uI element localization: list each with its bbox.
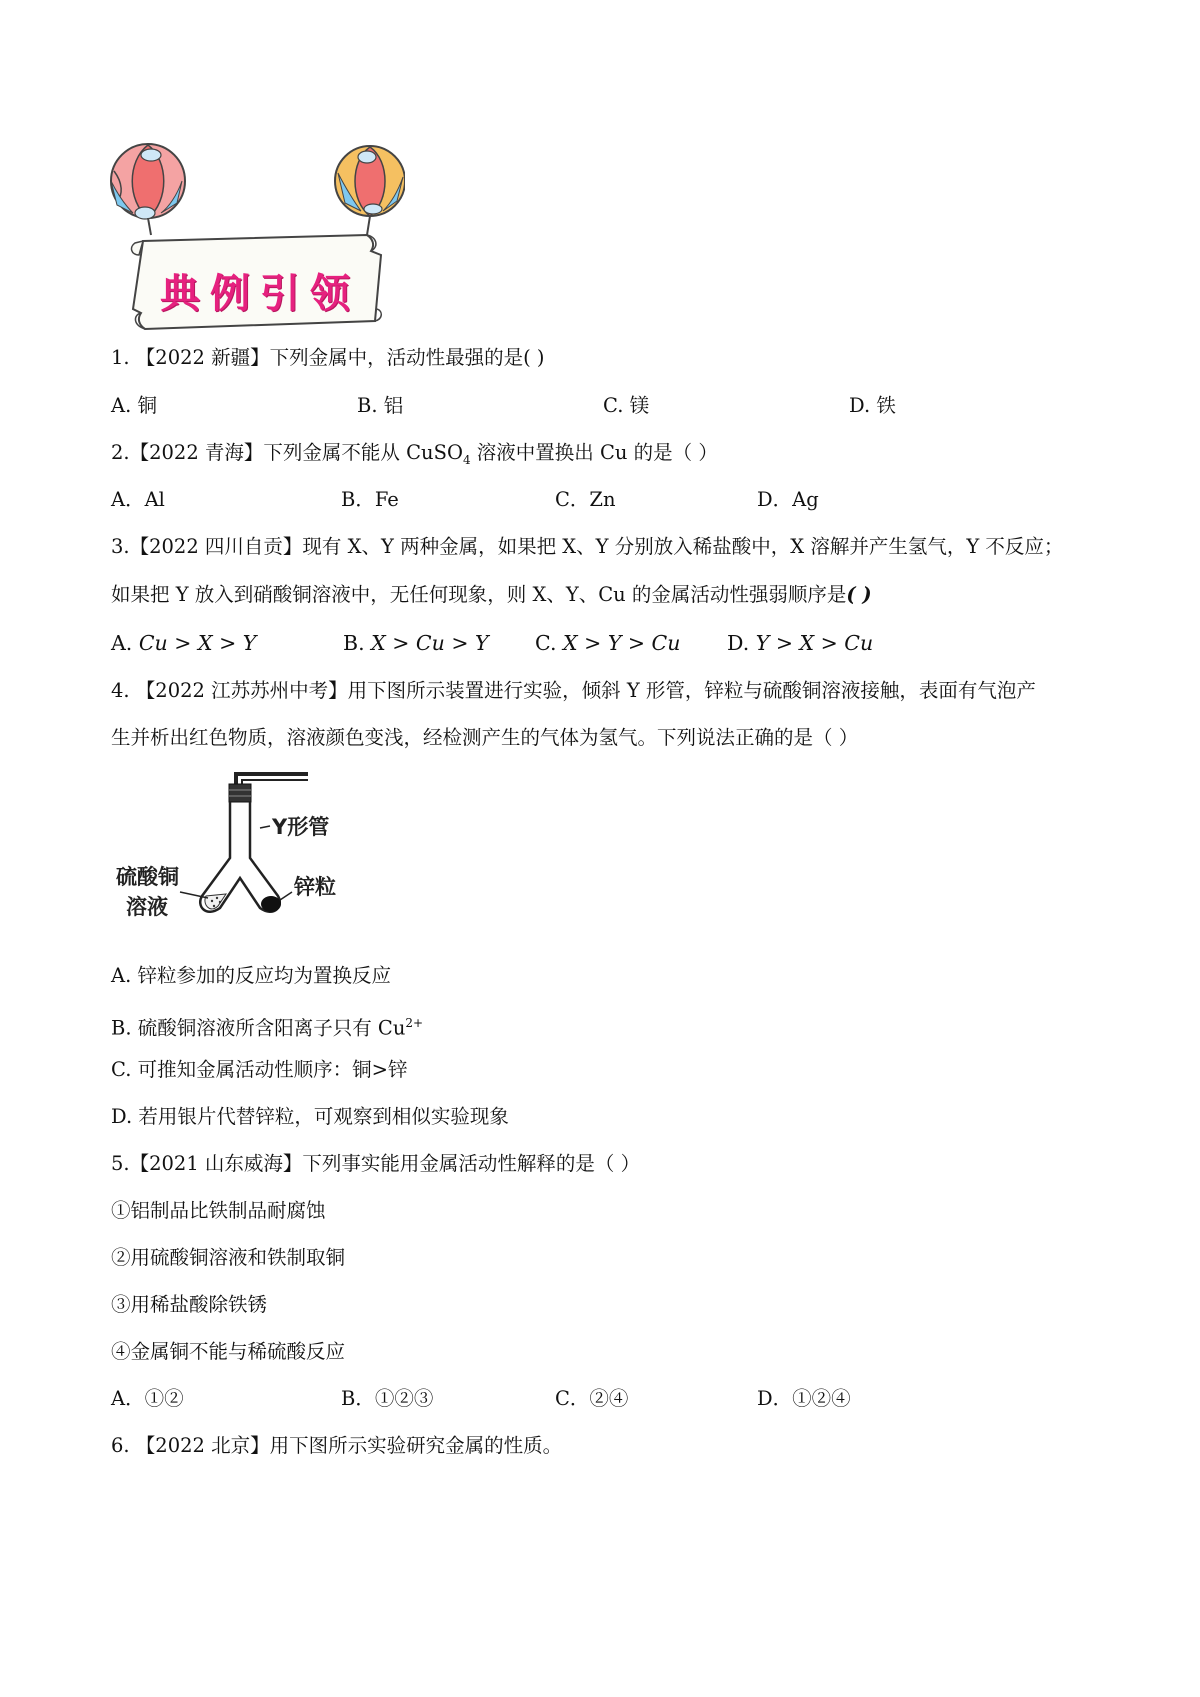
q3-option-d-letter: D.	[727, 631, 750, 655]
q2-option-c: C．Zn	[555, 488, 616, 511]
q3-option-c-expr: X > Y > Cu	[563, 631, 681, 655]
question-5-text: 5.【2021 山东威海】下列事实能用金属活动性解释的是（ ）	[111, 1152, 641, 1175]
q3-option-a-expr: Cu > X > Y	[138, 631, 257, 655]
label-copper-sulfate-2: 溶液	[126, 895, 168, 919]
q5-item-3: ③用稀盐酸除铁锈	[111, 1293, 268, 1316]
q5-item-1: ①铝制品比铁制品耐腐蚀	[111, 1199, 326, 1222]
q4-option-d: D. 若用银片代替锌粒，可观察到相似实验现象	[111, 1105, 509, 1128]
q5-item-4: ④金属铜不能与稀硫酸反应	[111, 1340, 346, 1363]
q5-option-b: B．①②③	[341, 1387, 434, 1410]
question-3-answer-paren: ( )	[846, 583, 872, 606]
label-y-tube: Y形管	[272, 815, 330, 839]
q4-option-a: A. 锌粒参加的反应均为置换反应	[111, 964, 391, 987]
right-balloon-icon	[335, 146, 405, 235]
q4-option-b-text: B. 硫酸铜溶液所含阳离子只有 Cu	[111, 1016, 406, 1040]
question-2-text-b: 溶液中置换出 Cu 的是（ ）	[470, 441, 718, 464]
q1-option-c: C. 镁	[603, 394, 650, 417]
question-3-line-2-text: 如果把 Y 放入到硝酸铜溶液中，无任何现象，则 X、Y、Cu 的金属活动性强弱顺序是	[111, 583, 847, 606]
q3-option-c	[535, 630, 680, 656]
y-tube-apparatus-figure	[116, 770, 376, 940]
q3-option-a-letter: A.	[111, 631, 133, 655]
q5-option-d: D．①②④	[757, 1387, 851, 1410]
q4-option-c: C. 可推知金属活动性顺序：铜>锌	[111, 1058, 408, 1081]
label-copper-sulfate-1: 硫酸铜	[116, 865, 179, 889]
question-4-line-2: 生并析出红色物质，溶液颜色变浅，经检测产生的气体为氢气。下列说法正确的是（ ）	[111, 726, 859, 749]
q5-option-c: C．②④	[555, 1387, 629, 1410]
q3-option-c-letter: C.	[535, 631, 557, 655]
question-3-line-1: 3.【2022 四川自贡】现有 X、Y 两种金属，如果把 X、Y 分别放入稀盐酸中，X 溶解并产生氢气，Y 不反应；	[111, 535, 1064, 558]
question-2-subscript: 4	[462, 452, 471, 467]
q2-option-b: B．Fe	[341, 488, 399, 511]
label-zinc-particles: 锌粒	[294, 875, 336, 899]
q5-item-2: ②用硫酸铜溶液和铁制取铜	[111, 1246, 346, 1269]
q3-option-b-expr: X > Cu > Y	[371, 631, 489, 655]
q4-option-b-superscript: 2+	[405, 1016, 424, 1030]
q2-option-d: D．Ag	[757, 488, 819, 511]
q3-option-d	[727, 630, 873, 656]
q3-option-b-letter: B.	[343, 631, 365, 655]
question-1-text: 1. 【2022 新疆】下列金属中，活动性最强的是( )	[111, 346, 545, 369]
banner-title: 典例引领	[160, 271, 360, 317]
question-6-text: 6. 【2022 北京】用下图所示实验研究金属的性质。	[111, 1434, 563, 1457]
q2-option-a: A．Al	[111, 488, 165, 511]
question-4-line-1: 4. 【2022 江苏苏州中考】用下图所示装置进行实验，倾斜 Y 形管，锌粒与硫酸铜溶液接触，表面有气泡产	[111, 679, 1036, 702]
q1-option-a: A. 铜	[111, 394, 157, 417]
left-balloon-icon	[111, 144, 185, 235]
question-2-text-a: 2.【2022 青海】下列金属不能从 CuSO	[111, 441, 463, 464]
q4-option-b	[111, 1010, 423, 1042]
q3-option-d-expr: Y > X > Cu	[755, 631, 874, 655]
q5-option-a: A．①②	[111, 1387, 184, 1410]
q3-option-a	[111, 630, 256, 656]
question-3-line-2	[111, 582, 872, 608]
q1-option-b: B. 铝	[357, 394, 404, 417]
question-2-text	[111, 440, 718, 473]
q3-option-b	[343, 630, 489, 656]
q1-option-d: D. 铁	[849, 394, 896, 417]
